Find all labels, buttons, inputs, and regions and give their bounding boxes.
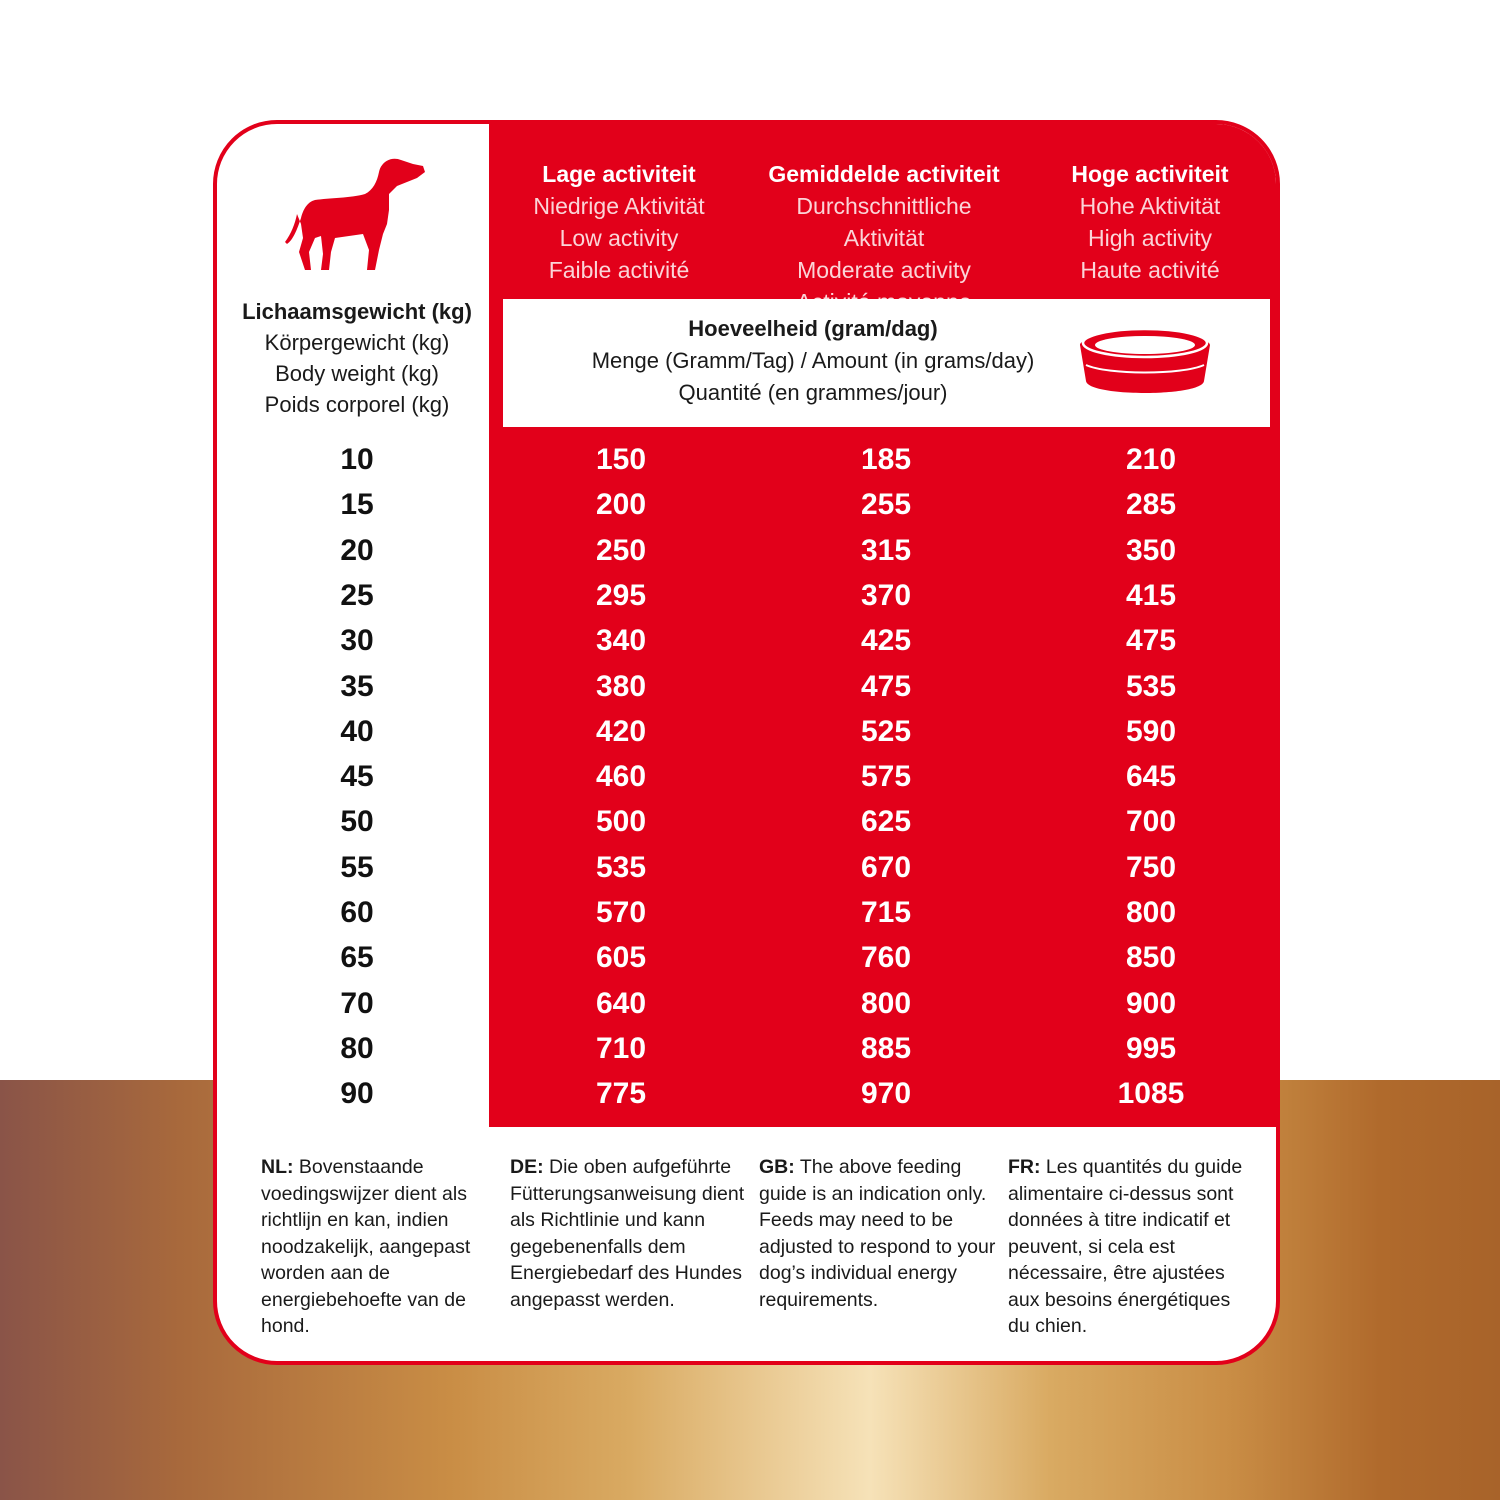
- weight-cell: 70: [340, 986, 374, 1020]
- column-title-nl: Lage activiteit: [542, 161, 696, 187]
- weight-cell: 45: [340, 760, 374, 794]
- column-title-gb: Low activity: [559, 225, 679, 251]
- column-header-low: [489, 158, 749, 286]
- feeding-guide-card: [213, 120, 1280, 1365]
- note-de: DE: Die oben aufgeführte Fütterungsanweisung dient als Richtlinie und kann gegebenenfalls dem Energiebedarf des Hundes angepasst werden.: [510, 1156, 745, 1311]
- high-activity-cell: 1085: [1117, 1077, 1185, 1111]
- column-title-de: Hohe Aktivität: [1079, 193, 1221, 219]
- high-activity-cell: 285: [1125, 488, 1177, 522]
- note-code: FR: [1008, 1156, 1034, 1178]
- amount-header-de-gb: Menge (Gramm/Tag) / Amount (in grams/day): [591, 348, 1035, 373]
- moderate-activity-cell: 255: [860, 488, 912, 522]
- column-header-moderate: [754, 158, 1014, 318]
- weight-cell: 15: [340, 488, 374, 522]
- column-title-fr: Faible activité: [548, 257, 690, 283]
- high-activity-cell: 415: [1125, 578, 1177, 612]
- high-activity-cell: 645: [1125, 760, 1177, 794]
- column-header-high: [1020, 158, 1280, 286]
- note-code: NL: [261, 1156, 287, 1178]
- table-row: [217, 709, 1280, 754]
- low-activity-cell: 605: [595, 941, 647, 975]
- weight-header-nl: Lichaamsgewicht (kg): [242, 299, 472, 324]
- high-activity-cell: 900: [1125, 986, 1177, 1020]
- weight-cell: 35: [340, 669, 374, 703]
- weight-cell: 60: [340, 896, 374, 929]
- note-code: GB: [759, 1156, 789, 1178]
- weight-cell: 40: [340, 714, 374, 748]
- table-row: [217, 981, 1280, 1026]
- weight-cell: 90: [340, 1077, 374, 1111]
- weight-cell: 65: [340, 941, 374, 975]
- dog-silhouette-icon: [285, 154, 431, 278]
- low-activity-cell: 775: [595, 1077, 647, 1111]
- table-row: [217, 528, 1280, 573]
- low-activity-cell: 640: [595, 986, 647, 1020]
- high-activity-cell: 475: [1125, 624, 1177, 658]
- note-text: Die oben aufgeführte Fütterungsanweisung dient als Richtlinie und kann gegebenenfalls dem Energiebedarf des Hundes angepasst werden.: [510, 1156, 745, 1311]
- table-row: [217, 1071, 1280, 1116]
- low-activity-cell: 535: [595, 850, 647, 884]
- table-row: [217, 573, 1280, 618]
- table-row: [217, 482, 1280, 527]
- low-activity-cell: 150: [595, 443, 647, 476]
- amount-header: [503, 313, 1123, 409]
- weight-cell: 55: [340, 850, 374, 884]
- table-row: [217, 845, 1280, 890]
- table-row: [217, 935, 1280, 980]
- low-activity-cell: 340: [595, 624, 647, 658]
- moderate-activity-cell: 185: [860, 443, 912, 476]
- table-row: [217, 890, 1280, 935]
- weight-header-gb: Body weight (kg): [275, 361, 439, 386]
- weight-cell: 80: [340, 1031, 374, 1065]
- moderate-activity-cell: 885: [860, 1031, 912, 1065]
- weight-cell: 20: [340, 533, 374, 567]
- high-activity-cell: 350: [1125, 533, 1177, 567]
- table-row: [217, 618, 1280, 663]
- moderate-activity-cell: 315: [860, 533, 912, 567]
- high-activity-cell: 210: [1125, 443, 1177, 476]
- weight-header-de: Körpergewicht (kg): [264, 330, 450, 355]
- note-gb: GB: The above feeding guide is an indication only. Feeds may need to be adjusted to respond to your dog’s individual energy requirements.: [759, 1156, 996, 1311]
- high-activity-cell: 535: [1125, 669, 1177, 703]
- low-activity-cell: 200: [595, 488, 647, 522]
- weight-cell: 25: [340, 578, 374, 612]
- moderate-activity-cell: 575: [860, 760, 912, 794]
- moderate-activity-cell: 475: [860, 669, 912, 703]
- high-activity-cell: 750: [1125, 850, 1177, 884]
- weight-cell: 50: [340, 805, 374, 839]
- amount-header-nl: Hoeveelheid (gram/dag): [688, 316, 938, 341]
- moderate-activity-cell: 970: [860, 1077, 912, 1111]
- amount-header-fr: Quantité (en grammes/jour): [678, 380, 948, 405]
- column-title-de: Niedrige Aktivität: [533, 193, 705, 219]
- column-title-nl: Hoge activiteit: [1071, 161, 1229, 187]
- column-title-gb: High activity: [1088, 225, 1212, 251]
- moderate-activity-cell: 715: [860, 896, 912, 929]
- weight-header: [217, 296, 497, 420]
- moderate-activity-cell: 370: [860, 578, 912, 612]
- weight-header-fr: Poids corporel (kg): [264, 392, 450, 417]
- food-bowl-icon: [1078, 321, 1212, 401]
- moderate-activity-cell: 670: [860, 850, 912, 884]
- note-nl: NL: Bovenstaande voedingswijzer dient als richtlijn en kan, indien noodzakelijk, aangepast worden aan de energiebehoefte van de hond.: [261, 1156, 471, 1337]
- column-title-gb: Moderate activity: [797, 257, 971, 283]
- note-text: Bovenstaande voedingswijzer dient als richtlijn en kan, indien noodzakelijk, aangepast worden aan de energiebehoefte van de hond.: [261, 1156, 471, 1337]
- low-activity-cell: 500: [595, 805, 647, 839]
- table-row: [217, 754, 1280, 799]
- low-activity-cell: 420: [595, 714, 647, 748]
- high-activity-cell: 850: [1125, 941, 1177, 975]
- note-text: The above feeding guide is an indication only. Feeds may need to be adjusted to respond to your dog’s individual energy requirements.: [759, 1156, 996, 1311]
- column-title-nl: Gemiddelde activiteit: [768, 161, 1000, 187]
- high-activity-cell: 590: [1125, 714, 1177, 748]
- weight-cell: 10: [340, 443, 374, 476]
- high-activity-cell: 700: [1125, 805, 1177, 839]
- low-activity-cell: 295: [595, 578, 647, 612]
- moderate-activity-cell: 425: [860, 624, 912, 658]
- low-activity-cell: 250: [595, 533, 647, 567]
- column-title-fr: Haute activité: [1080, 257, 1220, 283]
- table-row: [217, 437, 1280, 482]
- low-activity-cell: 570: [595, 896, 647, 929]
- low-activity-cell: 710: [595, 1031, 647, 1065]
- moderate-activity-cell: 800: [860, 986, 912, 1020]
- moderate-activity-cell: 625: [860, 805, 912, 839]
- note-fr: FR: Les quantités du guide alimentaire ci-dessus sont données à titre indicatif et peuvent, si cela est nécessaire, être ajustées aux besoins énergétiques du chien.: [1008, 1156, 1243, 1337]
- table-row: [217, 799, 1280, 844]
- high-activity-cell: 995: [1125, 1031, 1177, 1065]
- weight-cell: 30: [340, 624, 374, 658]
- note-code: DE: [510, 1156, 538, 1178]
- moderate-activity-cell: 760: [860, 941, 912, 975]
- table-row: [217, 1026, 1280, 1071]
- note-text: Les quantités du guide alimentaire ci-dessus sont données à titre indicatif et peuvent, si cela est nécessaire, être ajustées aux besoins énergétiques du chien.: [1008, 1156, 1243, 1337]
- moderate-activity-cell: 525: [860, 714, 912, 748]
- amount-header-box: [503, 299, 1270, 427]
- high-activity-cell: 800: [1125, 896, 1177, 929]
- low-activity-cell: 380: [595, 669, 647, 703]
- low-activity-cell: 460: [595, 760, 647, 794]
- table-row: [217, 664, 1280, 709]
- column-title-de: Durchschnittliche Aktivität: [796, 193, 972, 251]
